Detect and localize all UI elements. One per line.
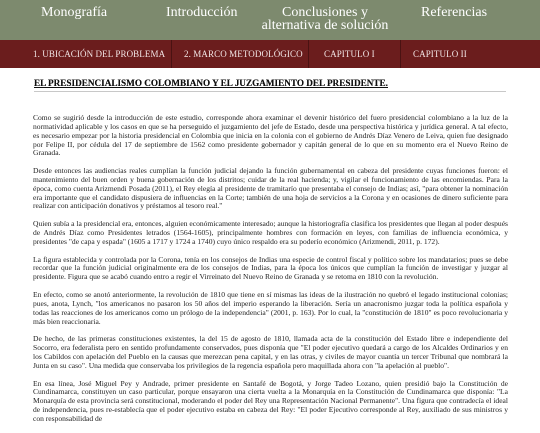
- paragraph: En esa línea, José Miguel Pey y Andrade, primer presidente en Santafé de Bogotá, y Jorge Tadeo Lozano, quien presidió bajo la Constitución de Cundinamarca, constituyen un caso particular, porque ensayaron una cierta vuelta a la Monarquía en la Constitución de Cundinamarca que disponía: "La Monarquía de esta provincia será constitucional, moderando el poder del Rey una Representación Nacional Permanente". Una figura que contradecía el ideal de independencia, pues re-establecía que el poder ejecutivo estaba en cabeza del Rey: "El poder Ejecutivo corresponde al Rey, auxiliado de sus ministros y con responsabilidad de: [33, 378, 508, 423]
- nav-conclusiones[interactable]: Conclusiones y alternativa de solución: [261, 5, 389, 33]
- subnav-capitulo-1[interactable]: CAPITULO I: [324, 49, 375, 59]
- section-navigation: [0, 40, 540, 68]
- nav-introduccion[interactable]: Introducción: [166, 5, 238, 20]
- paragraph: La figura establecida y controlada por la Corona, tenía en los consejos de Indias una especie de control fiscal y político sobre los mandatarios; pues se debe recordar que la función judicial originalmente era de los consejos de Indias, para la época los únicos que cumplían la función de investigar y juzgar al presidente. Figura que se acabó cuando entro a regir el Virreinato del Nuevo Reino de Granada y se retoma en 1810 con la revolución.: [33, 254, 508, 282]
- top-navigation: [0, 0, 540, 40]
- subnav-divider: [400, 40, 401, 68]
- paragraph: Como se sugirió desde la introducción de este estudio, corresponde ahora examinar el devenir histórico del fuero presidencial colombiano a la luz de la normatividad aplicable y los casos en que se ha perseguido el juzgamiento del jefe de Estado, desde una perspectiva histórica y jurídica general. A tal efecto, es necesario empezar por la historia presidencial en Colombia que inicia en la colonia con el gobierno de Andrés Díaz Venero de Leiva, quien fue designado por Felipe II, por cédula del 17 de septiembre de 1562 como presidente gobernador y capitán general de lo que en su momento era el Nuevo Reino de Granada.: [33, 113, 508, 158]
- paragraph: Quien subía a la presidencial era, entonces, alguien económicamente interesado; aunque la historiografía clasifica los presidentes que llegan al poder después de Andrés Díaz como Presidentes letrados (1564-1605), principalmente hombres con formación en leyes, con familias de influencia económica, y presidentes "de capa y espada" (1605 a 1717 y 1724 a 1740) cuyo único respaldo era su poderío económico (Arizmendi, 2011, p. 172).: [33, 219, 508, 246]
- subnav-ubicacion-problema[interactable]: 1. UBICACIÓN DEL PROBLEMA: [33, 49, 166, 59]
- paragraph: De hecho, de las primeras constituciones existentes, la del 15 de agosto de 1810, llamada acta de la constitución del Estado libre e independiente del Socorro, era federalista pero en sentido profundamente conservados, pues disponía que "El poder ejecutivo quedará a cargo de los Alcaldes Ordinarios y en los Cabildos con apelación del Pueblo en la causas que merezcan pena capital, y en las otras, y civiles de mayor cuantía un tercer Tribunal que nombrará la Junta en su caso". Una medida que conservaba los privilegios de la regencia española pero maquillada ahora con "la apelación al pueblo".: [33, 334, 508, 370]
- page-title: EL PRESIDENCIALISMO COLOMBIANO Y EL JUZGAMIENTO DEL PRESIDENTE.: [34, 78, 388, 88]
- paragraph: En efecto, como se anotó anteriormente, la revolución de 1810 que tiene en sí mismas las ideas de la ilustración no quebró el legado institucional colonias; pues, anota, Lynch, "los americanos no pasaron los 50 años del imperio esperando la liberación. Sería un anacronismo juzgar toda la política española y todas las reacciones de los americanos como un prólogo de la independencia" (2001, p. 163). Por lo cual, la "constitución de 1810" es poco revolucionaria y más bien reaccionaria.: [33, 290, 508, 326]
- subnav-divider: [171, 40, 172, 68]
- title-block: [34, 78, 506, 92]
- main-content: [0, 68, 540, 423]
- article-body: [33, 114, 508, 433]
- nav-monografia[interactable]: Monografía: [41, 5, 108, 20]
- nav-referencias[interactable]: Referencias: [421, 5, 488, 20]
- paragraph: Desde entonces las audiencias reales cumplían la función judicial dejando la función gubernamental en cabeza del presidente cuyas funciones fueron: el mantenimiento del buen orden y buena gobernación de los distritos; cuidar de la real hacienda; y, vigilar el funcionamiento de las encomiendas. Para la época, como cuenta Arizmendi Posada (2011), el Rey elegía al presidente de tramitarío que presentaba el consejo de Indias; así, "para obtener la nominación era importante que el candidato dispusiera de influencias en la Corte; también de una hoja de servicios a la Corona y en ocasiones de dinero suficiente para realizar con anticipación donativos y préstamos al tesoro real.": [33, 166, 508, 211]
- subnav-marco-metodologico[interactable]: 2. MARCO METODOLÓGICO: [184, 49, 303, 59]
- subnav-divider: [308, 40, 309, 68]
- subnav-capitulo-2[interactable]: CAPITULO II: [413, 49, 467, 59]
